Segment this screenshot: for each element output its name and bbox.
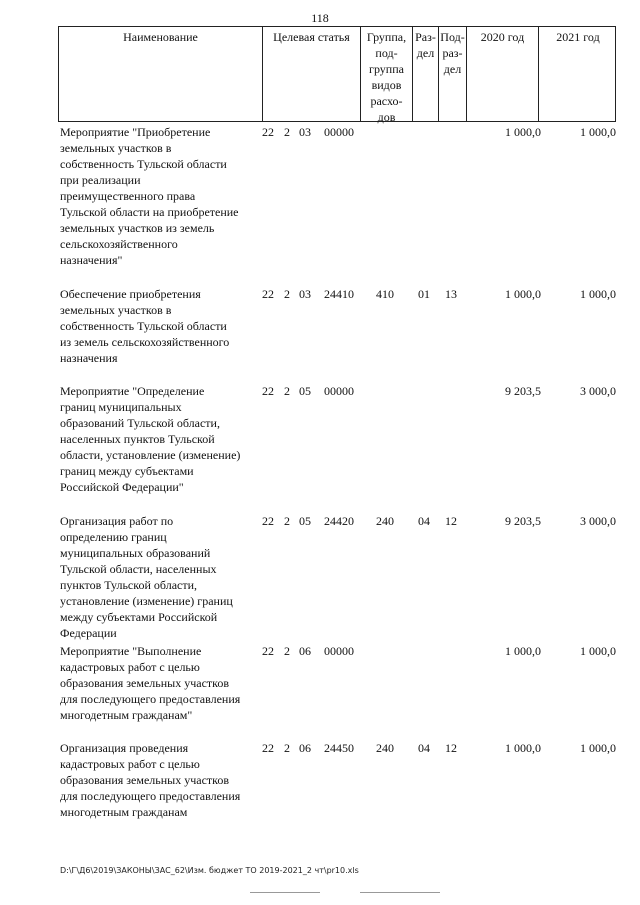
- row-name: Организация проведения кадастровых работ с целью образования земельных участков для последующего предоставления многодетным гражданам: [60, 741, 241, 819]
- row-code-3: 05: [299, 514, 311, 528]
- header-section: Раз- дел: [412, 27, 438, 121]
- row-code-2: 2: [284, 514, 290, 528]
- row-code-2: 2: [284, 741, 290, 755]
- row-code-1: 22: [262, 287, 274, 301]
- row-code-4: 00000: [324, 644, 354, 658]
- row-name: Мероприятие "Приобретение земельных участков в собственность Тульской области при реализации преимущественного права Тульской области на приобретение земельных участков из земель сельскохозяйственного назначения": [60, 125, 239, 267]
- row-code-4: 24410: [324, 287, 354, 301]
- header-subsection: Под- раз- дел: [438, 27, 466, 121]
- row-code-3: 03: [299, 125, 311, 139]
- row-2021: 3 000,0: [580, 384, 616, 398]
- row-code-2: 2: [284, 384, 290, 398]
- scan-artifact-line: [250, 892, 320, 893]
- row-group: 240: [376, 741, 394, 755]
- row-code-1: 22: [262, 514, 274, 528]
- row-code-3: 03: [299, 287, 311, 301]
- header-2020: 2020 год: [466, 27, 538, 121]
- row-section: 04: [418, 741, 430, 755]
- row-2021: 1 000,0: [580, 644, 616, 658]
- row-section: 01: [418, 287, 430, 301]
- table-header: [58, 26, 616, 122]
- row-2021: 3 000,0: [580, 514, 616, 528]
- row-2020: 9 203,5: [505, 384, 541, 398]
- row-code-3: 06: [299, 644, 311, 658]
- row-code-1: 22: [262, 644, 274, 658]
- row-2021: 1 000,0: [580, 125, 616, 139]
- header-target: Целевая статья: [262, 27, 360, 121]
- row-subsection: 13: [445, 287, 457, 301]
- row-section: 04: [418, 514, 430, 528]
- row-name: Мероприятие "Определение границ муниципальных образований Тульской области, населенных пунктов Тульской области, установление (изменение) границ между субъектами Российской Федерации": [60, 384, 241, 494]
- row-code-2: 2: [284, 125, 290, 139]
- row-2021: 1 000,0: [580, 741, 616, 755]
- row-code-4: 24450: [324, 741, 354, 755]
- row-2021: 1 000,0: [580, 287, 616, 301]
- budget-table: [58, 26, 616, 819]
- row-2020: 9 203,5: [505, 514, 541, 528]
- row-code-2: 2: [284, 644, 290, 658]
- row-code-1: 22: [262, 125, 274, 139]
- row-2020: 1 000,0: [505, 644, 541, 658]
- row-2020: 1 000,0: [505, 125, 541, 139]
- row-code-3: 05: [299, 384, 311, 398]
- row-group: 240: [376, 514, 394, 528]
- row-code-3: 06: [299, 741, 311, 755]
- row-code-4: 24420: [324, 514, 354, 528]
- header-group: Группа, под- группа видов расхо- дов: [360, 27, 412, 121]
- row-name: Обеспечение приобретения земельных участков в собственность Тульской области из земель сельскохозяйственного назначения: [60, 287, 230, 365]
- row-2020: 1 000,0: [505, 741, 541, 755]
- header-2021: 2021 год: [538, 27, 617, 121]
- page-number: 118: [311, 11, 329, 25]
- row-code-1: 22: [262, 384, 274, 398]
- scan-artifact-line: [360, 892, 440, 893]
- row-name: Мероприятие "Выполнение кадастровых работ с целью образования земельных участков для последующего предоставления многодетным гражданам": [60, 644, 241, 722]
- row-subsection: 12: [445, 741, 457, 755]
- file-path-footer: D:\Г\Д6\2019\ЗАКОНЫ\ЗАС_62\Изм. бюджет ТО 2019-2021_2 чт\pr10.xls: [60, 866, 359, 875]
- row-code-4: 00000: [324, 384, 354, 398]
- row-group: 410: [376, 287, 394, 301]
- header-name: Наименование: [123, 30, 198, 44]
- row-code-4: 00000: [324, 125, 354, 139]
- row-subsection: 12: [445, 514, 457, 528]
- row-2020: 1 000,0: [505, 287, 541, 301]
- row-code-1: 22: [262, 741, 274, 755]
- row-code-2: 2: [284, 287, 290, 301]
- row-name: Организация работ по определению границ муниципальных образований Тульской области, населенных пунктов Тульской области, установление (изменение) границ между субъектами Российской Федерации: [60, 514, 233, 640]
